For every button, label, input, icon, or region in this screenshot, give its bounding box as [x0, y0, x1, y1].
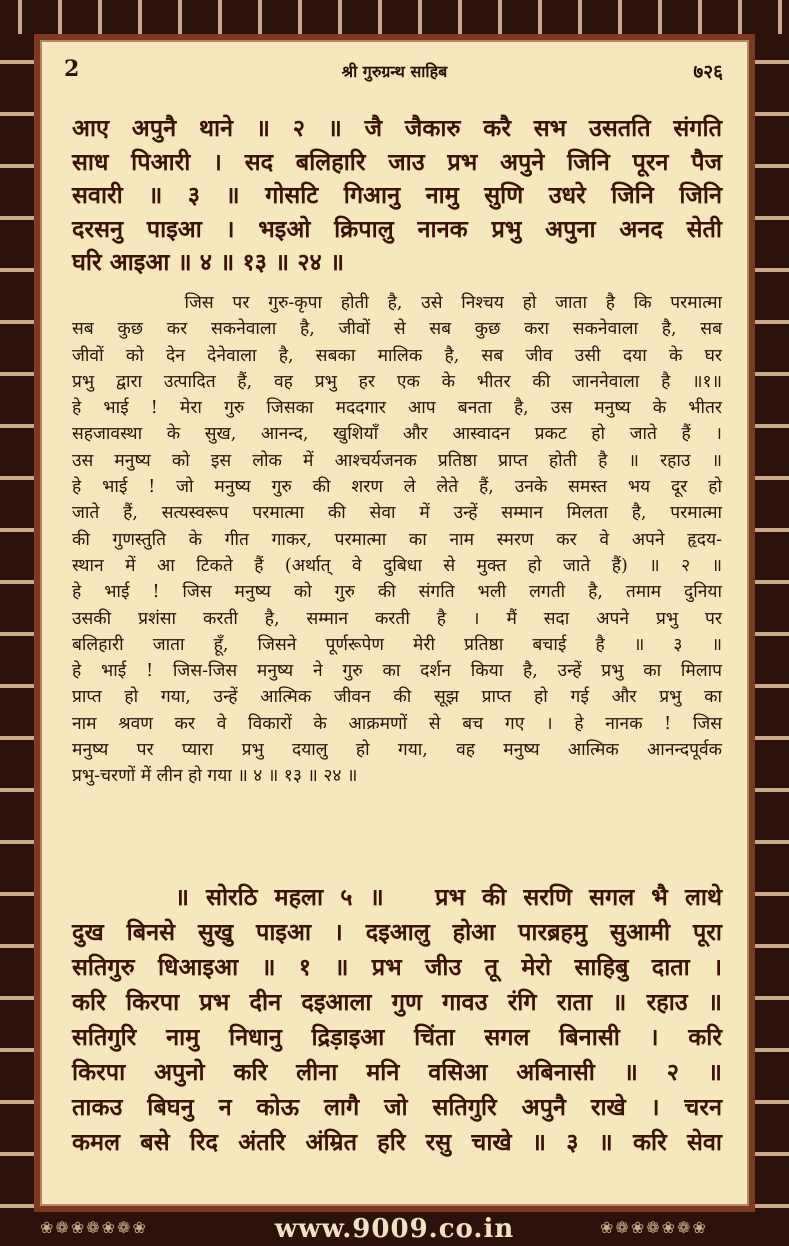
frame-border-right — [755, 34, 789, 1212]
translation-line: की गुणस्तुति के गीत गाकर, परमात्मा का नाम स्मरण कर वे अपने हृदय- — [72, 529, 722, 550]
translation-line: स्थान में आ टिकते हैं (अर्थात् वे दुबिधा से मुक्त हो जाते हैं) ॥ २ ॥ — [72, 555, 722, 576]
ornament-right-icon: ❀❁❀❁❀❁❀ — [600, 1218, 708, 1237]
verse-line: सतिगुरु धिआइआ ॥ १ ॥ प्रभ जीउ तू मेरो साहिबु दाता । — [72, 953, 722, 981]
verse-line: साध पिआरी । सद बलिहारि जाउ प्रभ अपुने जिनि पूरन पैज — [72, 147, 722, 176]
page-title: श्री गुरुग्रन्थ साहिब — [341, 62, 448, 81]
website-link[interactable]: www.9009.co.in — [274, 1214, 515, 1244]
translation-line: जाते हैं, सत्यस्वरूप परमात्मा की सेवा में उन्हें सम्मान मिलता है, परमात्मा — [72, 503, 722, 524]
verse-line: करि किरपा प्रभ दीन दइआला गुण गावउ रंगि राता ॥ रहाउ ॥ — [72, 988, 722, 1016]
translation-line: बलिहारी जाता हूँ, जिसने पूर्णरूपेण मेरी प्रतिष्ठा बचाई है ॥ ३ ॥ — [72, 634, 722, 655]
verse-line: दुख बिनसे सुखु पाइआ । दइआलु होआ पारब्रहमु सुआमी पूरा — [72, 918, 722, 946]
page-footer — [0, 1212, 789, 1246]
translation-line: जीवों को देन देनेवाला है, सबका मालिक है, सब जीव उसी दया के घर — [72, 345, 722, 366]
verse-line: दरसनु पाइआ । भइओ क्रिपालु नानक प्रभु अपुना अनद सेती — [72, 214, 722, 243]
translation-line: हे भाई ! जो मनुष्य गुरु की शरण ले लेते हैं, उनके समस्त भय दूर हो — [72, 477, 722, 498]
translation-line: प्राप्त हो गया, उन्हें आत्मिक जीवन की सूझ प्राप्त हो गई और प्रभु का — [72, 687, 722, 708]
hindi-translation — [72, 290, 722, 790]
gurbani-verse-top — [72, 112, 722, 280]
page-number: 2 — [64, 56, 80, 82]
verse-line: ॥ सोरठि महला ५ ॥ प्रभ की सरणि सगल भै लाथे — [72, 883, 722, 911]
translation-line: प्रभु द्वारा उत्पादित हैं, वह प्रभु हर एक के भीतर की जाननेवाला है ॥१॥ — [72, 371, 722, 392]
translation-line: उस मनुष्य को इस लोक में आश्चर्यजनक प्रतिष्ठा प्राप्त होती है ॥ रहाउ ॥ — [72, 450, 722, 471]
translation-line: मनुष्य पर प्यारा प्रभु दयालु हो गया, वह मनुष्य आत्मिक आनन्दपूर्वक — [72, 740, 722, 761]
frame-border-top — [0, 0, 789, 34]
translation-line: सब कुछ कर सकनेवाला है, जीवों से सब कुछ करा सकनेवाला है, सब — [72, 319, 722, 340]
page-header — [40, 56, 749, 86]
translation-line: हे भाई ! जिस-जिस मनुष्य ने गुरु का दर्शन किया है, उन्हें प्रभु का मिलाप — [72, 661, 722, 682]
translation-line: नाम श्रवण कर वे विकारों के आक्रमणों से बच गए । हे नानक ! जिस — [72, 713, 722, 734]
translation-line: जिस पर गुरु-कृपा होती है, उसे निश्चय हो जाता है कि परमात्मा — [72, 293, 722, 313]
verse-line: किरपा अपुनो करि लीना मनि वसिआ अबिनासी ॥ २ ॥ — [72, 1058, 722, 1086]
gurbani-verse-bottom — [72, 880, 722, 1160]
ang-number: ७२६ — [693, 61, 723, 83]
translation-line: हे भाई ! जिस मनुष्य को गुरु की संगति भली लगती है, तमाम दुनिया — [72, 582, 722, 603]
verse-line: ताकउ बिघनु न कोऊ लागै जो सतिगुरि अपुनै राखे । चरन — [72, 1093, 722, 1121]
verse-line: सवारी ॥ ३ ॥ गोसटि गिआनु नामु सुणि उधरे जिनि जिनि — [72, 181, 722, 209]
translation-line: उसकी प्रशंसा करती है, सम्मान करती है । मैं सदा अपने प्रभु पर — [72, 608, 722, 629]
ornament-left-icon: ❀❁❀❁❀❁❀ — [40, 1218, 148, 1237]
verse-line: घरि आइआ ॥ ४ ॥ १३ ॥ २४ ॥ — [72, 248, 345, 276]
scripture-page — [40, 40, 749, 1206]
verse-line: कमल बसे रिद अंतरि अंम्रित हरि रसु चाखे ॥ ३ ॥ करि सेवा — [72, 1128, 722, 1156]
verse-line: आए अपुनै थाने ॥ २ ॥ जै जैकारु करै सभ उसतति संगति — [72, 114, 722, 142]
frame-border-left — [0, 34, 34, 1212]
translation-line: सहजावस्था के सुख, आनन्द, खुशियाँ और आस्वादन प्रकट हो जाते हैं । — [72, 424, 722, 445]
translation-line: हे भाई ! मेरा गुरु जिसका मददगार आप बनता है, उस मनुष्य के भीतर — [72, 398, 722, 419]
verse-line: सतिगुरि नामु निधानु द्रिड़ाइआ चिंता सगल बिनासी । करि — [72, 1023, 722, 1051]
translation-line: प्रभु-चरणों में लीन हो गया ॥ ४ ॥ १३ ॥ २४ ॥ — [72, 766, 358, 787]
